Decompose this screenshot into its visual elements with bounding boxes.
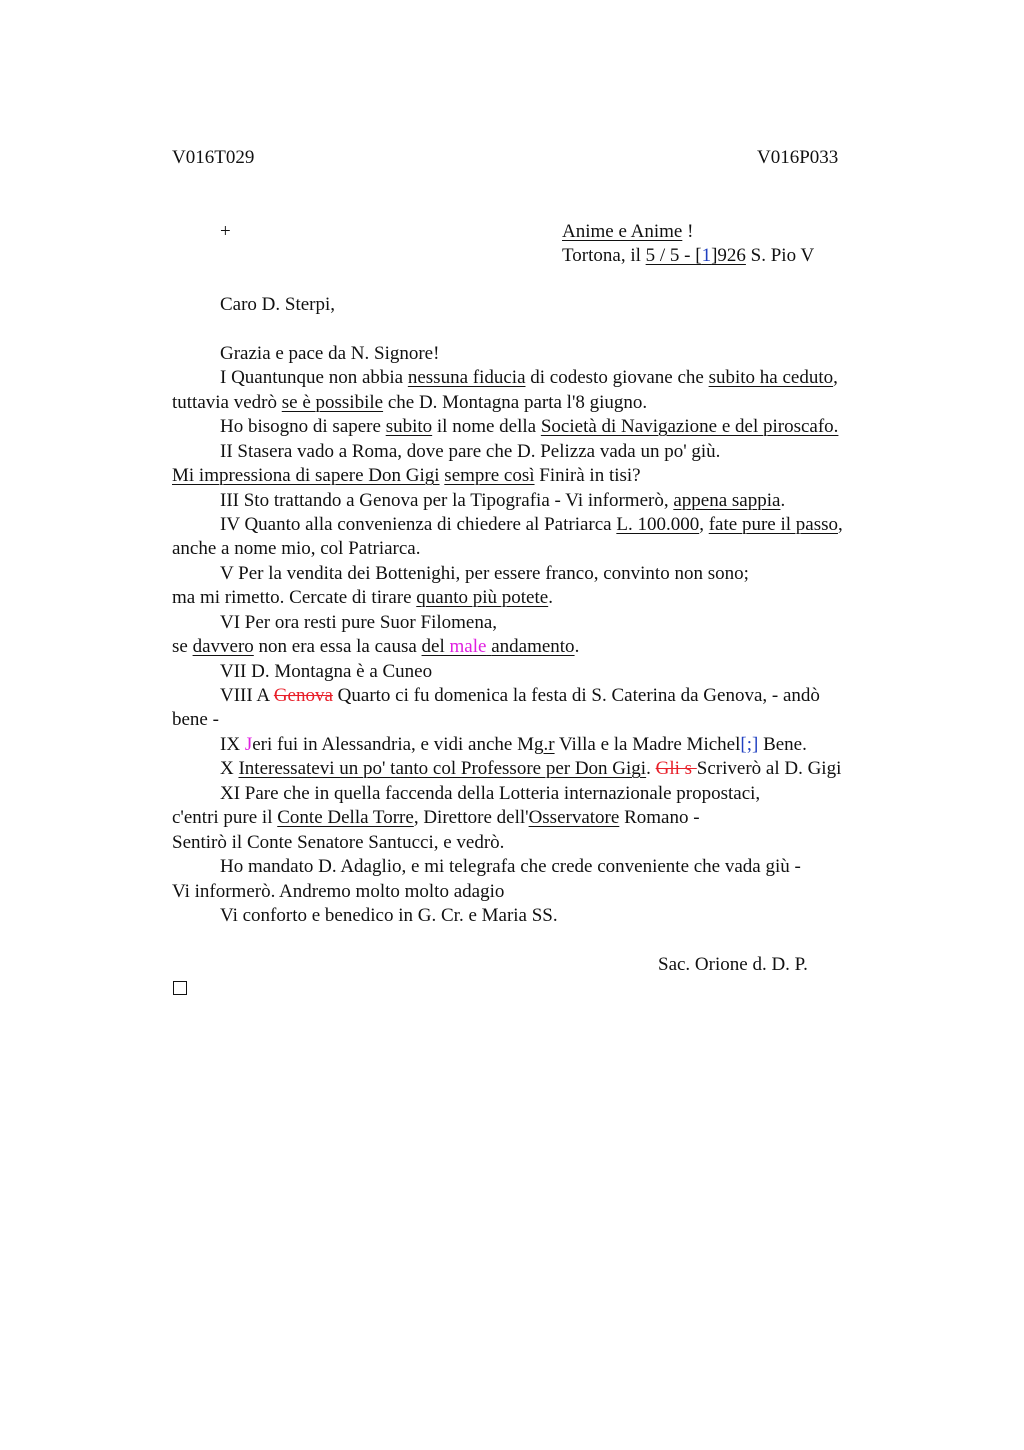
underlined-run: davvero — [192, 636, 254, 657]
text-run: c'entri pure il — [172, 807, 278, 828]
paragraph-8: VII D. Montagna è a Cuneo — [220, 661, 433, 682]
paragraph-12-line-1: XI Pare che in quella faccenda della Lotteria internazionale propostaci, — [220, 783, 761, 804]
underlined-run — [422, 636, 492, 657]
greeting: Grazia e pace da N. Signore! — [220, 343, 440, 364]
text-run: , — [699, 514, 709, 535]
underlined-run: Interessatevi un po' tanto col Professore per Don Gigi — [238, 758, 647, 779]
text-run: , — [837, 514, 843, 535]
text-run: tuttavia vedrò — [172, 392, 282, 413]
text-run: IV Quanto alla convenienza di chiedere al Patriarca — [220, 514, 617, 535]
text-run: . — [646, 758, 656, 779]
underlined-run: nessuna fiducia — [407, 367, 526, 388]
dateline-suffix: S. Pio V — [745, 245, 815, 266]
paragraph-13-line-1: Ho mandato D. Adaglio, e mi telegrafa che crede conveniente che vada giù - — [220, 856, 801, 877]
paragraph-9-line-1 — [220, 684, 820, 708]
paragraph-7-line-1: VI Per ora resti pure Suor Filomena, — [220, 612, 498, 633]
text-run: , — [833, 367, 838, 388]
text-run: ma mi rimetto. Cercate di tirare — [172, 587, 417, 608]
motto-text: Anime e Anime — [562, 221, 683, 242]
text-run: se — [172, 636, 193, 657]
text-run: non era essa la causa — [253, 636, 422, 657]
date-part-a: 5 / 5 - [ — [645, 245, 702, 266]
underlined-run: fate pure il passo — [708, 514, 838, 535]
paragraph-6-line-1: V Per la vendita dei Bottenighi, per essere franco, convinto non sono; — [220, 563, 749, 584]
motto — [562, 220, 693, 244]
text-run: Finirà in tisi? — [534, 465, 641, 486]
text-run: . — [780, 490, 786, 511]
deleted-word: Genova — [273, 685, 333, 706]
underlined-run: subito — [385, 416, 433, 437]
text-run: . — [548, 587, 553, 608]
text-run: Romano - — [619, 807, 700, 828]
text-run: Villa e la Madre Michel — [554, 734, 741, 755]
text-run: IX — [220, 734, 245, 755]
underlined-run: subito ha ceduto — [708, 367, 834, 388]
underlined-run: quanto più potete — [416, 587, 549, 608]
dateline-date — [646, 245, 746, 266]
paragraph-12-line-3: Sentirò il Conte Senatore Santucci, e vedrò. — [172, 832, 505, 853]
dateline — [562, 244, 814, 268]
document-code-right: V016P033 — [757, 147, 839, 168]
text-run: Ho bisogno di sapere — [220, 416, 386, 437]
paragraph-1-line-1 — [220, 366, 838, 390]
cross-mark: + — [220, 221, 231, 242]
text-run: . — [574, 636, 580, 657]
date-editorial-digit: 1 — [701, 245, 712, 266]
deleted-word: Gli s — [655, 758, 697, 779]
salutation: Caro D. Sterpi, — [220, 294, 336, 315]
inserted-word: male — [449, 636, 487, 657]
text-run: di codesto giovane che — [525, 367, 709, 388]
underlined-run: Osservatore — [528, 807, 620, 828]
paragraph-12-line-2 — [172, 806, 700, 830]
closing-blessing: Vi conforto e benedico in G. Cr. e Maria SS. — [220, 905, 558, 926]
text-run: che D. Montagna parta l'8 giugno. — [383, 392, 648, 413]
signature: Sac. Orione d. D. P. — [658, 954, 808, 975]
text-run: del — [421, 636, 450, 657]
underlined-run: andamento — [491, 636, 575, 657]
underlined-run: L. 100.000 — [616, 514, 700, 535]
underlined-run: Società di Navigazione e del piroscafo. — [540, 416, 839, 437]
text-run: eri fui in Alessandria, e vidi anche Mg — [252, 734, 544, 755]
inserted-letter: J — [244, 734, 253, 755]
paragraph-13-line-2: Vi informerò. Andremo molto molto adagio — [172, 881, 505, 902]
paragraph-10 — [220, 733, 807, 757]
paragraph-3-line-2 — [172, 464, 641, 488]
date-part-c: ]926 — [711, 245, 746, 266]
text-run: il nome della — [432, 416, 541, 437]
text-run: Quarto ci fu domenica la festa di S. Caterina da Genova, - andò — [332, 685, 820, 706]
text-run: X — [220, 758, 239, 779]
motto-suffix: ! — [682, 221, 694, 242]
paragraph-1-line-2 — [172, 391, 647, 415]
underlined-run: .r — [543, 734, 555, 755]
text-run: Bene. — [758, 734, 807, 755]
end-box-mark — [173, 981, 187, 995]
underlined-run: appena sappia — [673, 490, 781, 511]
paragraph-3-line-1: II Stasera vado a Roma, dove pare che D. Pelizza vada un po' giù. — [220, 441, 721, 462]
paragraph-4 — [220, 489, 785, 513]
underlined-run: Conte Della Torre — [277, 807, 414, 828]
paragraph-11 — [220, 757, 841, 781]
paragraph-5-line-2: anche a nome mio, col Patriarca. — [172, 538, 421, 559]
underlined-run: sempre così — [444, 465, 535, 486]
text-run: VIII A — [220, 685, 274, 706]
paragraph-6-line-2 — [172, 586, 553, 610]
paragraph-7-line-2 — [172, 635, 579, 659]
underlined-run: se è possibile — [281, 392, 384, 413]
text-run: Scriverò al D. Gigi — [696, 758, 842, 779]
document-code-left: V016T029 — [172, 147, 255, 168]
paragraph-9-line-2: bene - — [172, 709, 219, 730]
paragraph-5-line-1 — [220, 513, 843, 537]
text-run: III Sto trattando a Genova per la Tipografia - Vi informerò, — [220, 490, 674, 511]
paragraph-2 — [220, 415, 838, 439]
text-run: I Quantunque non abbia — [220, 367, 408, 388]
editorial-mark: [;] — [740, 734, 759, 755]
dateline-prefix: Tortona, il — [562, 245, 646, 266]
underlined-run: Mi impressiona di sapere Don Gigi — [172, 465, 440, 486]
text-run: , Direttore dell' — [413, 807, 529, 828]
